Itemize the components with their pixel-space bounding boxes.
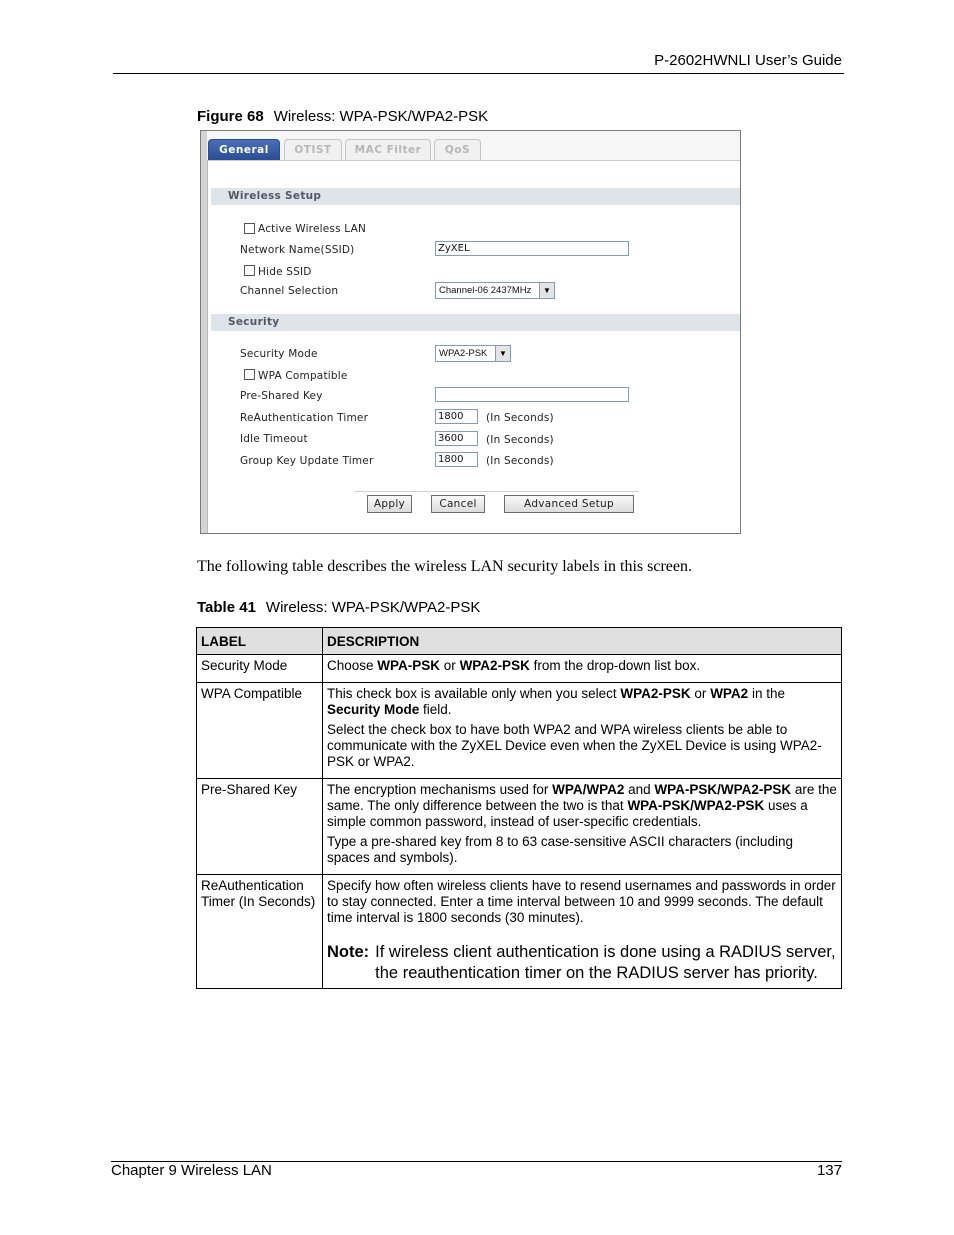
wpa-compatible-checkbox[interactable] <box>244 369 255 380</box>
label-column-header: LABEL <box>197 628 323 655</box>
description-text-2: Type a pre-shared key from 8 to 63 case-sensitive ASCII characters (including spaces and symbols). <box>327 834 793 865</box>
table-row <box>197 875 842 989</box>
tab-qos[interactable]: QoS <box>434 139 481 160</box>
figure-title: Wireless: WPA-PSK/WPA2-PSK <box>273 108 489 125</box>
security-mode-label: Security Mode <box>240 348 318 360</box>
frame-left-strip <box>201 131 208 533</box>
description-text: The encryption mechanisms used for WPA/WPA2 and WPA-PSK/WPA2-PSK are the same. The only difference between the two is that WPA-PSK/WPA2-PSK uses a simple common password, instead of user-specific credentials. <box>327 782 837 829</box>
psk-label: Pre-Shared Key <box>240 390 323 402</box>
tab-otist[interactable]: OTIST <box>284 139 342 160</box>
channel-label: Channel Selection <box>240 285 339 297</box>
idle-timeout-input[interactable]: 3600 <box>435 431 478 446</box>
channel-select[interactable] <box>435 282 555 299</box>
table-header-row <box>197 628 842 655</box>
dropdown-arrow-icon: ▼ <box>495 346 510 361</box>
row-description <box>323 655 842 683</box>
row-description <box>323 683 842 779</box>
table-label: Table 41 <box>197 599 256 616</box>
description-text: Choose WPA-PSK or WPA2-PSK from the drop-down list box. <box>327 658 701 673</box>
intro-paragraph: The following table describes the wireless LAN security labels in this screen. <box>197 558 692 575</box>
row-label: Pre-Shared Key <box>197 779 323 875</box>
table-row <box>197 779 842 875</box>
hide-ssid-checkbox[interactable] <box>244 265 255 276</box>
tab-bar <box>207 131 740 161</box>
tab-general[interactable]: General <box>208 139 280 160</box>
page-number: 137 <box>816 1162 842 1179</box>
table-title: Wireless: WPA-PSK/WPA2-PSK <box>265 599 481 616</box>
description-text: This check box is available only when you select WPA2-PSK or WPA2 in the Security Mode field. <box>327 686 785 717</box>
active-wireless-lan-checkbox[interactable] <box>244 223 255 234</box>
bold-term: WPA/WPA2 <box>552 782 625 797</box>
bold-term: WPA-PSK <box>377 658 441 673</box>
active-wireless-lan-label: Active Wireless LAN <box>258 223 367 235</box>
figure-caption <box>197 108 488 125</box>
row-label: Security Mode <box>197 655 323 683</box>
guide-title: P-2602HWNLI User’s Guide <box>654 52 842 69</box>
security-heading: Security <box>211 314 740 331</box>
idle-timeout-label: Idle Timeout <box>240 433 308 445</box>
note-block <box>327 942 837 984</box>
bold-term: Security Mode <box>327 702 420 717</box>
chapter-title: Chapter 9 Wireless LAN <box>111 1162 272 1179</box>
row-description <box>323 875 842 989</box>
note-label: Note: <box>327 943 370 961</box>
description-table <box>196 627 842 989</box>
button-divider <box>354 491 639 492</box>
wireless-settings-screenshot <box>200 130 741 534</box>
table-row <box>197 683 842 779</box>
wpa-compatible-label: WPA Compatible <box>258 370 348 382</box>
psk-input[interactable] <box>435 387 629 402</box>
bold-term: WPA-PSK/WPA2-PSK <box>627 798 765 813</box>
bold-term: WPA2 <box>710 686 749 701</box>
group-key-unit: (In Seconds) <box>486 455 554 467</box>
group-key-timer-label: Group Key Update Timer <box>240 455 374 467</box>
description-text-2: Select the check box to have both WPA2 and WPA wireless clients be able to communicate with the ZyXEL Device even when the ZyXEL Device is using WPA2-PSK or WPA2. <box>327 722 822 769</box>
advanced-setup-button[interactable]: Advanced Setup <box>504 495 634 513</box>
bold-term: WPA2-PSK <box>459 658 530 673</box>
dropdown-arrow-icon: ▼ <box>539 283 554 298</box>
header-rule <box>113 73 844 74</box>
cancel-button[interactable]: Cancel <box>431 495 485 513</box>
row-description <box>323 779 842 875</box>
bold-term: WPA-PSK/WPA2-PSK <box>654 782 792 797</box>
channel-select-value: Channel-06 2437MHz <box>439 285 532 296</box>
description-text: Specify how often wireless clients have to resend usernames and passwords in order to stay connected. Enter a time interval between 10 and 9999 seconds. The default time interval is 1800 seconds (30 minutes). <box>327 878 836 925</box>
note-text: If wireless client authentication is done using a RADIUS server, the reauthentication timer on the RADIUS server has priority. <box>375 943 836 982</box>
idle-unit: (In Seconds) <box>486 434 554 446</box>
bold-term: WPA2-PSK <box>620 686 691 701</box>
ssid-input[interactable]: ZyXEL <box>435 241 629 256</box>
apply-button[interactable]: Apply <box>367 495 412 513</box>
reauth-timer-input[interactable]: 1800 <box>435 409 478 424</box>
figure-label: Figure 68 <box>197 108 264 125</box>
security-mode-value: WPA2-PSK <box>439 348 488 359</box>
ssid-label: Network Name(SSID) <box>240 244 355 256</box>
tab-mac-filter[interactable]: MAC Filter <box>345 139 431 160</box>
reauth-timer-label: ReAuthentication Timer <box>240 412 369 424</box>
reauth-unit: (In Seconds) <box>486 412 554 424</box>
hide-ssid-label: Hide SSID <box>258 266 312 278</box>
table-caption <box>197 599 480 616</box>
row-label: WPA Compatible <box>197 683 323 779</box>
security-mode-select[interactable] <box>435 345 511 362</box>
group-key-timer-input[interactable]: 1800 <box>435 452 478 467</box>
description-column-header: DESCRIPTION <box>323 628 842 655</box>
row-label: ReAuthentication Timer (In Seconds) <box>197 875 323 989</box>
table-row <box>197 655 842 683</box>
wireless-setup-heading: Wireless Setup <box>211 188 740 205</box>
